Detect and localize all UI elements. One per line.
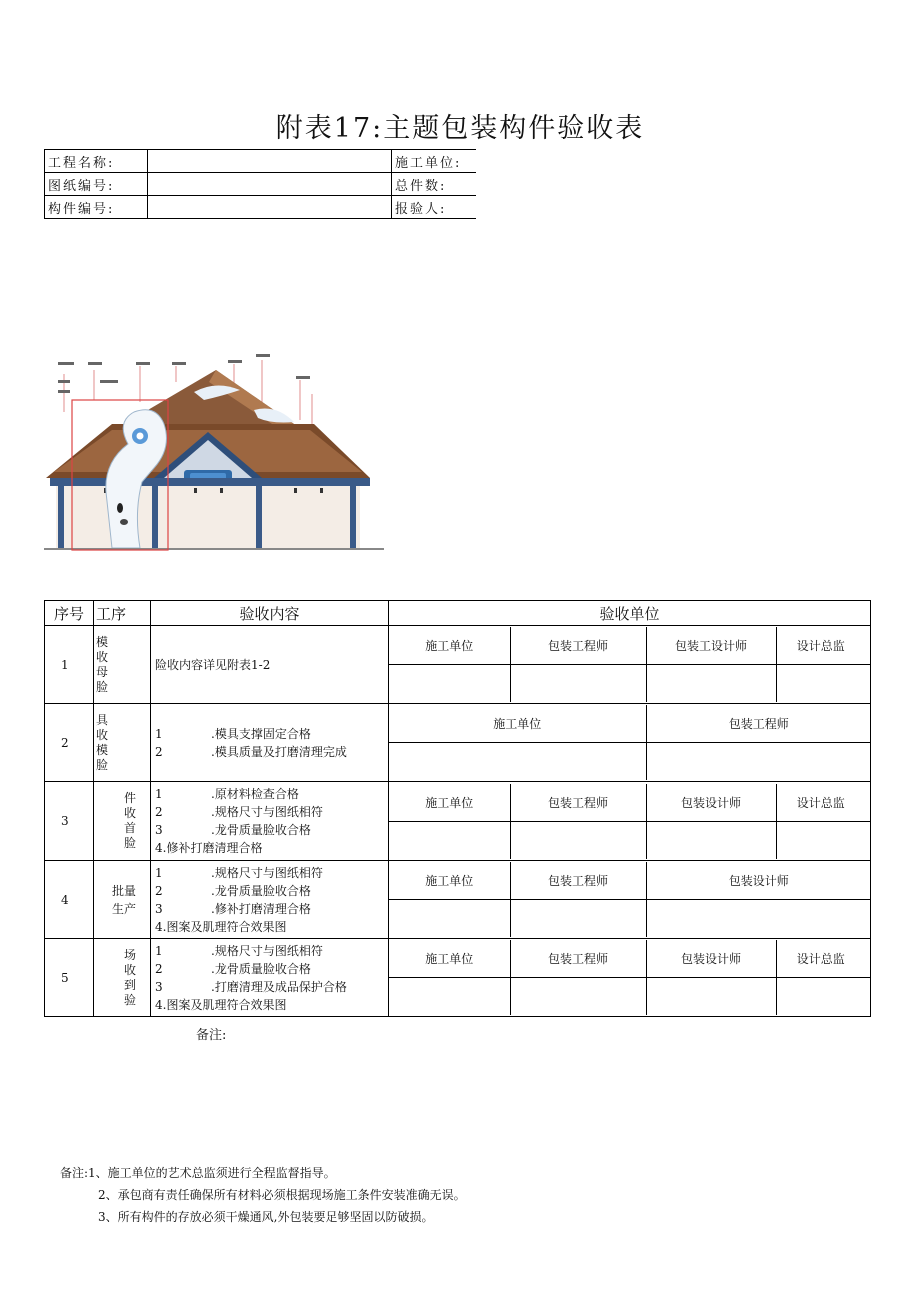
row-process: 具 收 模 脸 [94, 704, 151, 782]
units-grid [389, 940, 871, 1015]
unit-label: 施工单位 [389, 784, 510, 822]
remark-label: 备注: [196, 1028, 227, 1043]
acceptance-table [44, 600, 871, 1017]
units-grid [389, 627, 871, 702]
signature-cell[interactable] [389, 900, 510, 938]
row-process: 批量 生产 [94, 861, 151, 939]
signature-cell[interactable] [510, 978, 646, 1016]
unit-label: 施工单位 [389, 705, 646, 743]
row-units [389, 626, 871, 704]
col-header-process: 工序 [94, 601, 151, 626]
signature-cell[interactable] [776, 978, 871, 1016]
drawing-no-label: 图纸编号: [45, 173, 148, 196]
page-title: 附表17:主题包装构件验收表 [275, 113, 645, 144]
table-row [45, 626, 871, 704]
part-no-label: 构件编号: [45, 196, 148, 219]
signature-cell[interactable] [389, 743, 646, 781]
unit-label: 包装工程师 [510, 784, 646, 822]
unit-label: 设计总监 [776, 784, 871, 822]
row-process: 模 收 母 脸 [94, 626, 151, 704]
unit-label: 设计总监 [776, 940, 871, 978]
row-units [389, 782, 871, 861]
building-elevation-drawing [44, 352, 384, 557]
units-grid [389, 784, 871, 859]
col-header-content: 验收内容 [151, 601, 389, 626]
signature-cell[interactable] [646, 743, 871, 781]
row-units [389, 704, 871, 782]
unit-label: 施工单位 [389, 862, 510, 900]
row-units [389, 939, 871, 1017]
signature-cell[interactable] [776, 821, 871, 859]
row-seq: 2 [45, 704, 94, 782]
units-grid [389, 862, 871, 937]
signature-cell[interactable] [776, 665, 871, 703]
row-units [389, 861, 871, 939]
row-process: 场 收 到 验 [94, 939, 151, 1017]
signature-cell[interactable] [646, 665, 776, 703]
note-line: 备注:1、施工单位的艺术总监须进行全程监督指导。 [60, 1166, 336, 1180]
unit-label: 包装工设计师 [646, 627, 776, 665]
signature-cell[interactable] [389, 978, 510, 1016]
signature-cell[interactable] [510, 665, 646, 703]
signature-cell[interactable] [510, 900, 646, 938]
note-line: 3、所有构件的存放必须干燥通风,外包装要足够坚固以防破损。 [98, 1210, 434, 1224]
col-header-units: 验收单位 [389, 601, 871, 626]
row-content: 1 .规格尺寸与图纸相符 2 .龙骨质量脸收合格 3 .修补打磨清理合格 4.图案及肌理符合效果图 [151, 861, 389, 939]
project-name-field[interactable] [148, 150, 392, 173]
row-seq: 1 [45, 626, 94, 704]
row-process: 件 收 首 脸 [94, 782, 151, 861]
construction-unit-label: 施工单位: [392, 150, 477, 173]
row-content: 1 .规格尺寸与图纸相符 2 .龙骨质量脸收合格 3 .打磨清理及成品保护合格 4.图案及肌理符合效果图 [151, 939, 389, 1017]
unit-label: 包装设计师 [646, 940, 776, 978]
total-parts-label: 总件数: [392, 173, 477, 196]
part-no-field[interactable] [148, 196, 392, 219]
row-content: 险收内容详见附表1-2 [151, 626, 389, 704]
signature-cell[interactable] [646, 978, 776, 1016]
unit-label: 包装工程师 [510, 627, 646, 665]
unit-label: 施工单位 [389, 940, 510, 978]
signature-cell[interactable] [510, 821, 646, 859]
row-seq: 4 [45, 861, 94, 939]
project-name-label: 工程名称: [45, 150, 148, 173]
row-seq: 3 [45, 782, 94, 861]
unit-label: 包装工程师 [510, 862, 646, 900]
notes-section [60, 1162, 466, 1228]
units-grid [389, 705, 871, 780]
row-content: 1 .模具支撑固定合格 2 .模具质量及打磨清理完成 [151, 704, 389, 782]
unit-label: 设计总监 [776, 627, 871, 665]
unit-label: 包装工程师 [646, 705, 871, 743]
unit-label: 包装设计师 [646, 862, 871, 900]
note-line: 2、承包商有责任确保所有材料必须根据现场施工条件安装准确无误。 [98, 1188, 466, 1202]
signature-cell[interactable] [389, 821, 510, 859]
signature-cell[interactable] [646, 821, 776, 859]
drawing-no-field[interactable] [148, 173, 392, 196]
unit-label: 包装工程师 [510, 940, 646, 978]
unit-label: 包装设计师 [646, 784, 776, 822]
project-info-table [44, 149, 476, 219]
signature-cell[interactable] [389, 665, 510, 703]
table-row [45, 782, 871, 861]
table-row [45, 704, 871, 782]
col-header-seq: 序号 [45, 601, 94, 626]
table-row [45, 861, 871, 939]
inspector-label: 报验人: [392, 196, 477, 219]
row-content: 1 .原材料检查合格 2 .规格尺寸与图纸相符 3 .龙骨质量脸收合格 4.修补打磨清理合格 [151, 782, 389, 861]
table-row [45, 939, 871, 1017]
row-seq: 5 [45, 939, 94, 1017]
unit-label: 施工单位 [389, 627, 510, 665]
signature-cell[interactable] [646, 900, 871, 938]
